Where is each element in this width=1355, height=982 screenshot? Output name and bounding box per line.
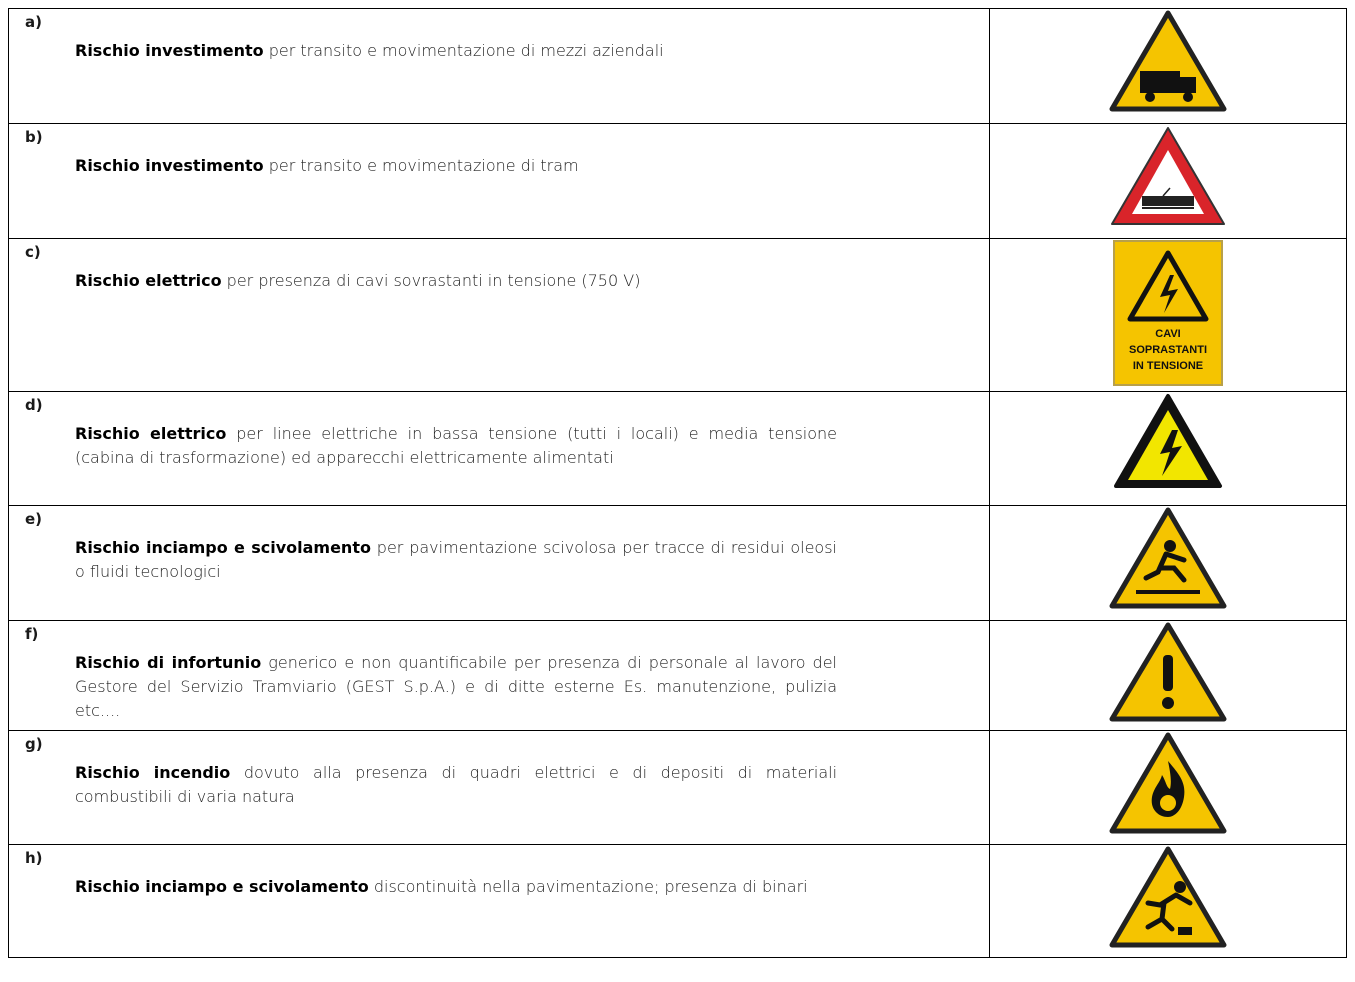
table-row	[9, 621, 1347, 731]
risk-title: Rischio inciampo e scivolamento	[75, 877, 369, 896]
risk-text: generico e non quantificabile per presenza di personale al lavoro del Gestore del Servizio Tramviario (GEST S.p.A.) e di ditte esterne Es. manutenzione, pulizia etc....	[75, 653, 837, 720]
table-row	[9, 124, 1347, 239]
risk-title: Rischio di infortunio	[75, 653, 262, 672]
row-letter: d)	[25, 396, 43, 414]
description-cell	[9, 124, 990, 239]
risk-text: discontinuità nella pavimentazione; presenza di binari	[368, 877, 808, 896]
icon-cell	[990, 506, 1347, 621]
risk-text: per transito e movimentazione di tram	[263, 156, 579, 175]
sign-line-1: CAVI	[1155, 328, 1181, 340]
icon-cell	[990, 239, 1347, 392]
icon-cell	[990, 845, 1347, 958]
risk-description	[75, 536, 837, 584]
table-row	[9, 9, 1347, 124]
row-letter: g)	[25, 735, 43, 753]
slippery-floor-icon	[1108, 506, 1228, 612]
risk-title: Rischio investimento	[75, 41, 264, 60]
row-letter: c)	[25, 243, 41, 261]
electrical-hazard-icon	[1112, 392, 1224, 492]
description-cell	[9, 845, 990, 958]
table-row	[9, 845, 1347, 958]
risk-title: Rischio inciampo e scivolamento	[75, 538, 371, 557]
risk-description	[75, 422, 837, 470]
icon-cell	[990, 621, 1347, 731]
risk-title: Rischio elettrico	[75, 424, 227, 443]
row-letter: a)	[25, 13, 42, 31]
flammable-icon	[1108, 731, 1228, 837]
description-cell	[9, 9, 990, 124]
sign-line-3: IN TENSIONE	[1132, 360, 1204, 372]
vehicle-warning-icon	[1108, 9, 1228, 115]
description-cell	[9, 239, 990, 392]
risk-text: per transito e movimentazione di mezzi aziendali	[263, 41, 664, 60]
risk-description	[75, 761, 837, 809]
icon-cell	[990, 9, 1347, 124]
description-cell	[9, 392, 990, 506]
icon-cell	[990, 392, 1347, 506]
tram-warning-icon	[1108, 124, 1228, 230]
risk-table	[8, 8, 1347, 958]
risk-title: Rischio investimento	[75, 156, 264, 175]
row-letter: e)	[25, 510, 43, 528]
icon-cell	[990, 124, 1347, 239]
trip-hazard-icon	[1108, 845, 1228, 951]
general-warning-icon	[1108, 621, 1228, 725]
table-row	[9, 239, 1347, 392]
row-letter: f)	[25, 625, 39, 643]
row-letter: h)	[25, 849, 43, 867]
risk-title: Rischio incendio	[75, 763, 231, 782]
description-cell	[9, 506, 990, 621]
risk-text: per pavimentazione scivolosa per tracce di residui oleosi o fluidi tecnologici	[75, 538, 837, 581]
risk-text: per presenza di cavi sovrastanti in tensione (750 V)	[221, 271, 641, 290]
table-row	[9, 392, 1347, 506]
table-row	[9, 506, 1347, 621]
row-letter: b)	[25, 128, 43, 146]
sign-line-2: SOPRASTANTI	[1128, 344, 1208, 356]
description-cell	[9, 731, 990, 845]
risk-description	[75, 269, 837, 293]
risk-description	[75, 875, 837, 899]
table-row	[9, 731, 1347, 845]
description-cell	[9, 621, 990, 731]
risk-text: dovuto alla presenza di quadri elettrici e di depositi di materiali combustibili di varia natura	[75, 763, 838, 806]
risk-description	[75, 651, 837, 723]
icon-cell	[990, 731, 1347, 845]
risk-text: per linee elettriche in bassa tensione (tutti i locali) e media tensione (cabina di trasformazione) ed apparecchi elettricamente alimentati	[75, 424, 837, 467]
risk-description	[75, 39, 837, 63]
overhead-cables-sign-icon	[1112, 239, 1224, 387]
risk-title: Rischio elettrico	[75, 271, 222, 290]
risk-description	[75, 154, 837, 178]
